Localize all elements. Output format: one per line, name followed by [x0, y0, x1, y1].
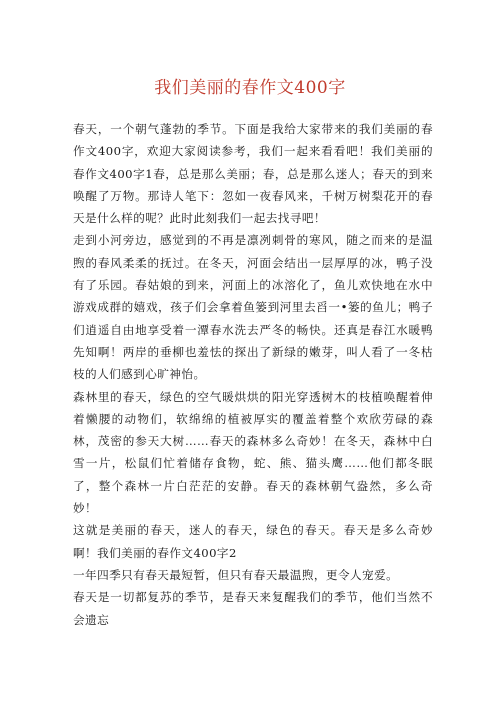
- paragraph-revival: 春天是一切都复苏的季节，是春天来复醒我们的季节，他们当然不会遗忘: [73, 590, 433, 627]
- document-body: [73, 118, 433, 631]
- document-title: 我们美丽的春作文400字: [154, 78, 346, 98]
- paragraph-conclusion: 这就是美丽的春天，迷人的春天，绿色的春天。春天是多么奇妙啊！我们美丽的春作文400字2: [73, 523, 433, 560]
- paragraph-river: 走到小河旁边，感觉到的不再是凛冽刺骨的寒风，随之而来的是温煦的春风柔柔的抚过。在冬天，河面会结出一层厚厚的冰，鸭子没有了乐园。春姑娘的到来，河面上的冰溶化了，鱼儿欢快地在水中游戏成群的嬉戏，孩子们会拿着鱼篓到河里去舀一•篓的鱼儿；鸭子们逍遥自由地享受着一潭春水洗去严冬的畅快。还真是春江水暖鸭先知啊！两岸的垂柳也羞怯的探出了新绿的嫩芽，叫人看了一冬枯枝的人们感到心旷神怡。: [73, 233, 433, 382]
- paragraph-intro: 春天，一个朝气蓬勃的季节。下面是我给大家带来的我们美丽的春作文400字，欢迎大家阅读参考，我们一起来看看吧！我们美丽的春作文400字1春，总是那么美丽；春，总是那么迷人；春天的到来唤醒了万物。那诗人笔下：忽如一夜春风来，千树万树梨花开的春天是什么样的呢？此时此刻我们一起去找寻吧！: [73, 122, 433, 226]
- paragraph-forest: 森林里的春天，绿色的空气暖烘烘的阳光穿透树木的枝植唤醒着伸着懒腰的动物们，软绵绵的植被厚实的覆盖着整个欢欣劳碌的森林，茂密的参天大树……春天的森林多么奇妙！在冬天，森林中白雪一片，松鼠们忙着储存食物，蛇、熊、猫头鹰……他们都冬眠了，整个森林一片白茫茫的安静。春天的森林朝气盎然，多么奇妙！: [73, 389, 433, 516]
- paragraph-seasons: 一年四季只有春天最短暂，但只有春天最温煦，更令人宠爱。: [73, 567, 399, 582]
